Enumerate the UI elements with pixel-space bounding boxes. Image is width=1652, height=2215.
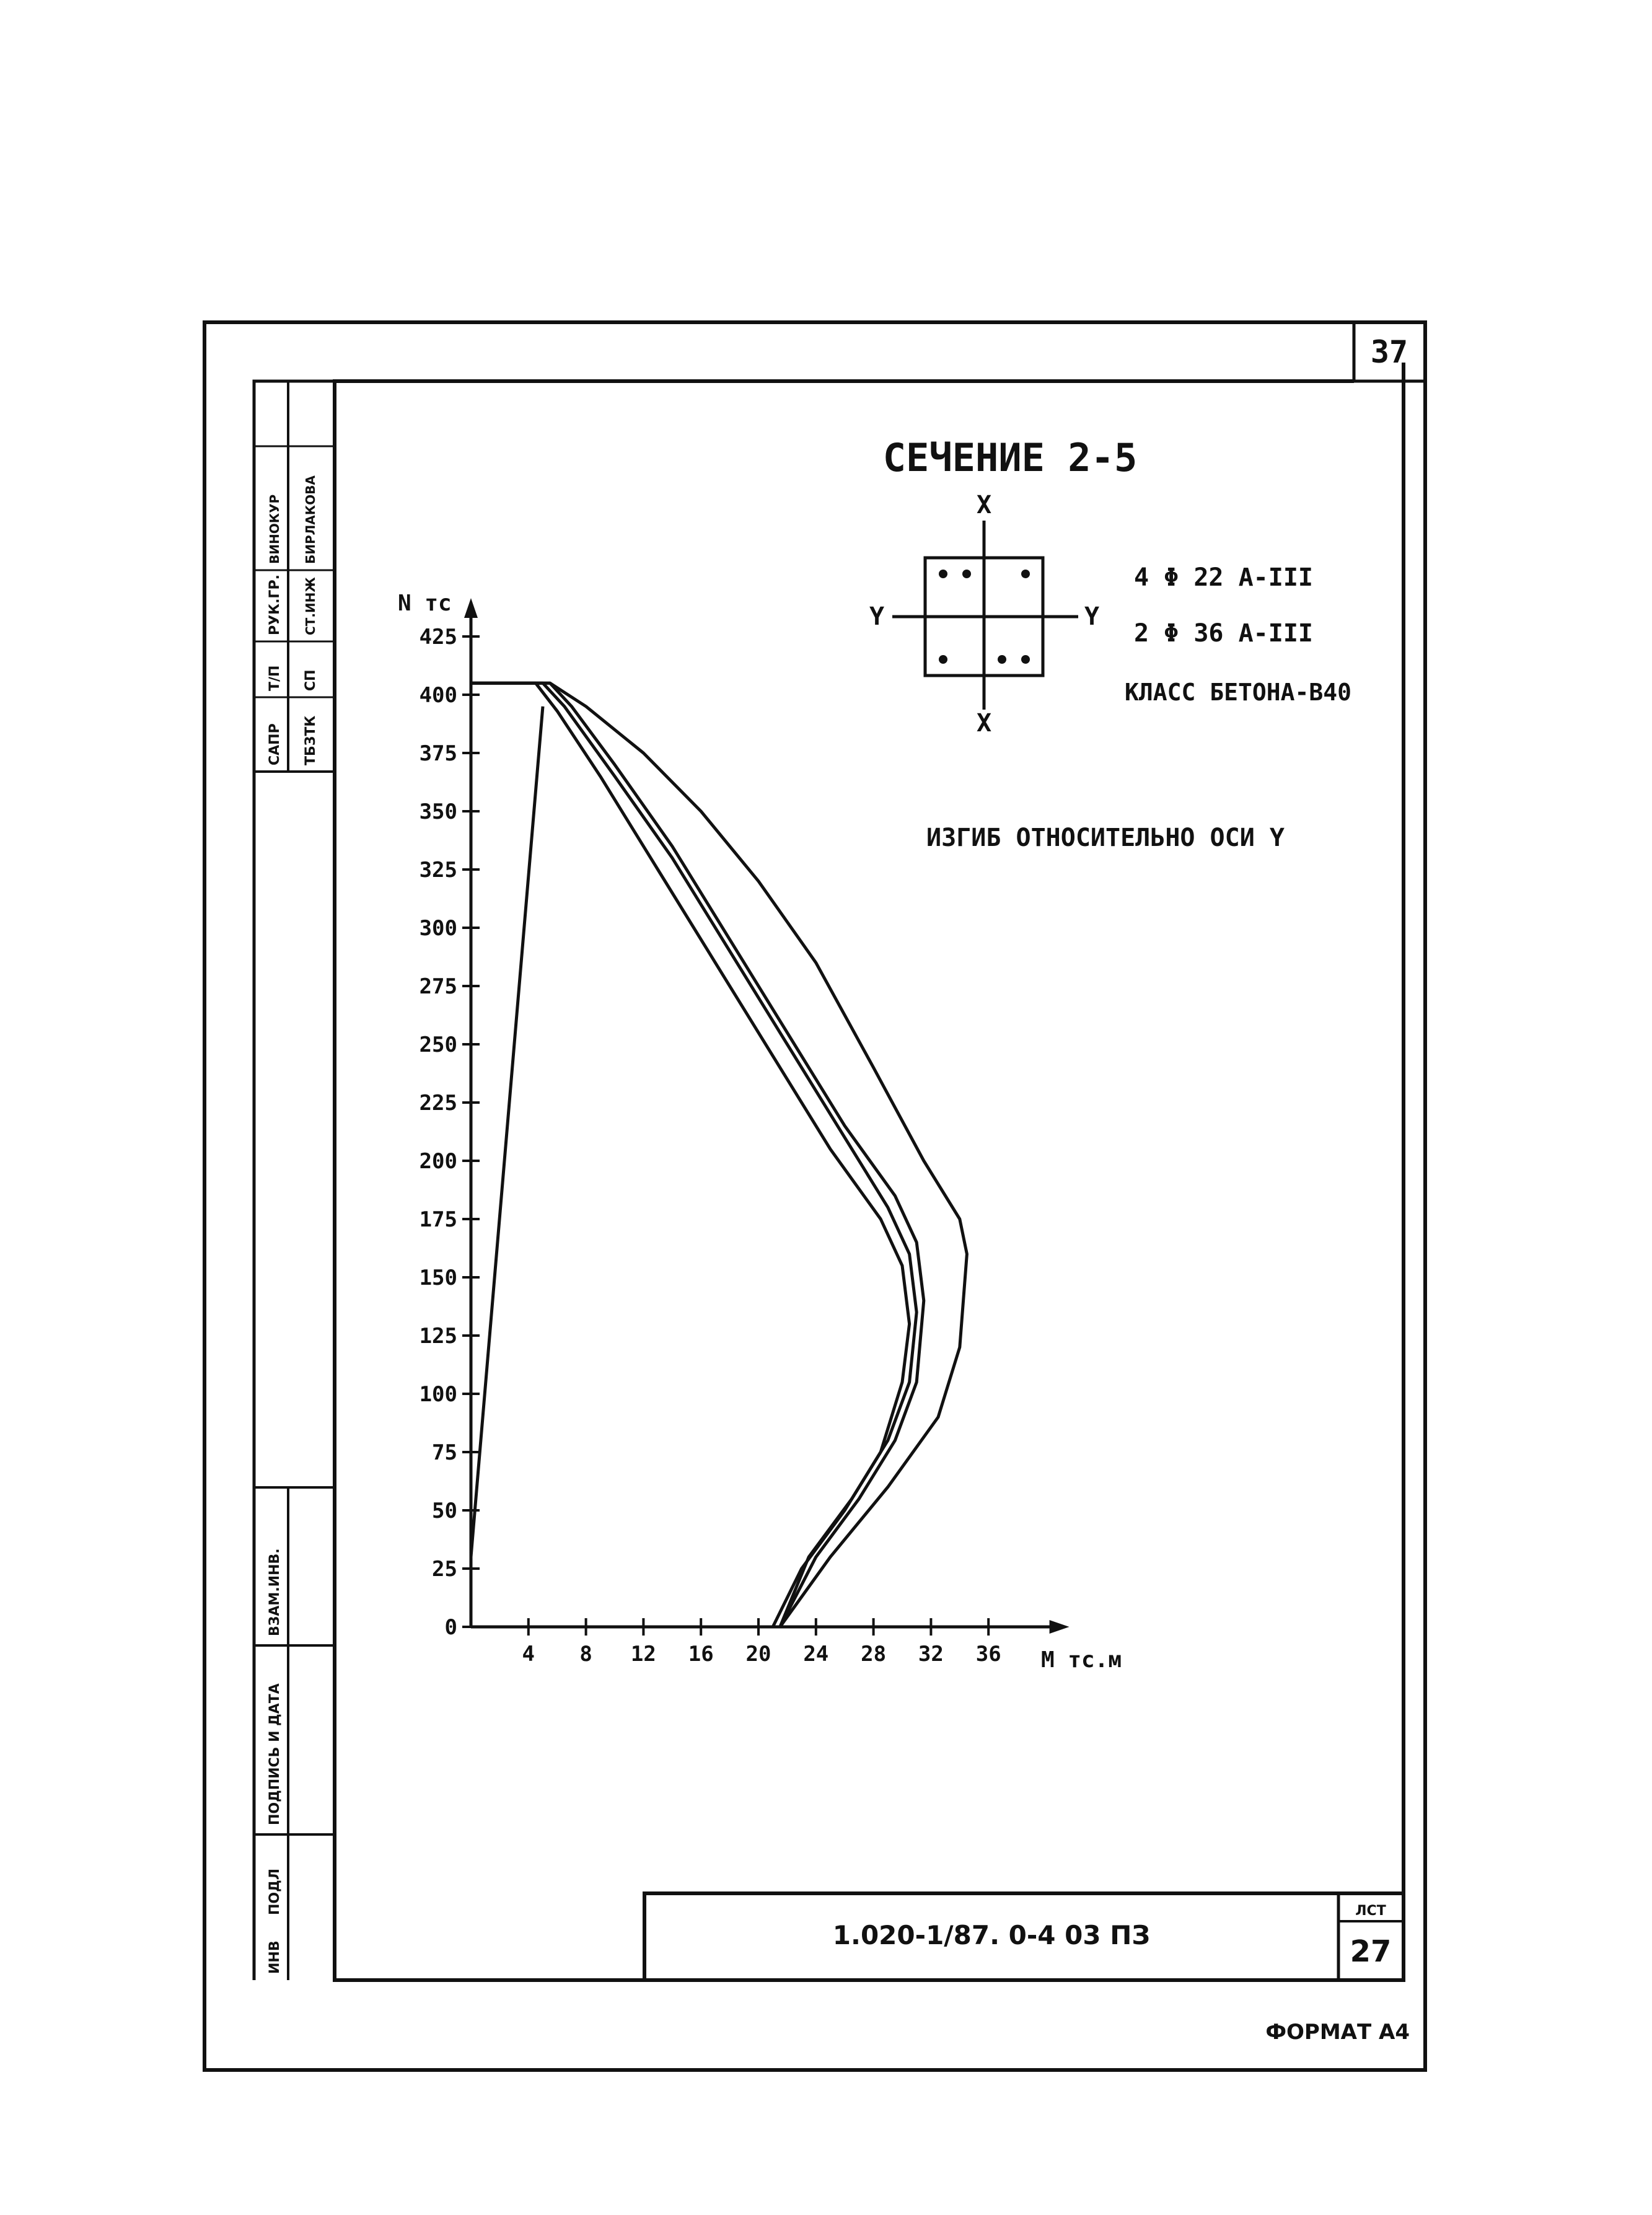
chart-series [471, 683, 967, 1627]
strip-cell: ВЗАМ.ИНВ. [267, 1548, 283, 1636]
concrete-class: КЛАСС БЕТОНА-В40 [1125, 679, 1352, 706]
y-tick-label: 25 [432, 1557, 457, 1582]
y-tick-label: 325 [419, 858, 457, 883]
strip-cell: ПОДЛ [267, 1869, 283, 1915]
y-tick-label: 75 [432, 1440, 457, 1465]
x-tick-label: 20 [745, 1642, 771, 1667]
bending-note: ИЗГИБ ОТНОСИТЕЛЬНО ОСИ Y [926, 824, 1285, 852]
chart-axes [464, 598, 1070, 1634]
strip-cell: САПР [267, 723, 283, 765]
y-tick-label: 375 [419, 741, 457, 766]
strip-cell: РУК.ГР. [267, 575, 283, 635]
y-tick-label: 425 [419, 625, 457, 650]
strip-cell: БИРЛАКОВА [303, 475, 318, 564]
rebar-dot [939, 570, 947, 578]
x-tick-label: 32 [918, 1642, 944, 1667]
y-tick-label: 150 [419, 1266, 457, 1290]
x-axis-label-bottom: X [976, 709, 992, 738]
strip-cell: СП [303, 669, 319, 691]
y-tick-label: 275 [419, 974, 457, 999]
strip-cell: Т/П [267, 665, 283, 691]
strip-cell: ТБЗТК [303, 715, 319, 765]
x-axis-label-top: X [976, 491, 992, 519]
y-axis-title: N тс [398, 591, 452, 616]
y-tick-label: 50 [432, 1499, 457, 1523]
rebar-dot [939, 655, 947, 664]
x-axis-arrow [1050, 1620, 1070, 1634]
rebar-dot [1021, 655, 1030, 664]
cross-section-diagram [869, 491, 1099, 738]
y-tick-label: 200 [419, 1149, 457, 1174]
strip-cell: ВИНОКУР [267, 494, 282, 564]
interaction-diagram-chart [398, 591, 1122, 1673]
rebar-spec-1: 4 Φ 22 A-III [1134, 563, 1313, 592]
left-margin-frame [254, 381, 335, 1980]
strip-cell: ПОДПИСЬ И ДАТА [267, 1683, 283, 1825]
section-title: СЕЧЕНИЕ 2-5 [882, 435, 1138, 480]
y-tick-label: 125 [419, 1324, 457, 1349]
left-strip-bottom [267, 1548, 283, 1974]
rebar-spec-2: 2 Φ 36 A-III [1134, 619, 1313, 648]
y-tick-label: 225 [419, 1091, 457, 1116]
y-tick-label: 250 [419, 1033, 457, 1057]
y-tick-label: 400 [419, 683, 457, 708]
strip-cell: ИНВ [267, 1940, 283, 1974]
y-tick-label: 100 [419, 1382, 457, 1407]
series-line-4 [471, 683, 910, 1627]
x-tick-label: 28 [861, 1642, 887, 1667]
series-line-3 [471, 683, 916, 1627]
x-tick-label: 16 [688, 1642, 714, 1667]
sheet-number: 27 [1350, 1934, 1392, 1969]
document-code: 1.020-1/87. 0-4 03 ПЗ [832, 1920, 1151, 1950]
x-axis-title: M тс.м [1041, 1647, 1122, 1673]
left-strip-top [267, 475, 319, 765]
x-tick-label: 24 [803, 1642, 829, 1667]
strip-cell: СТ.ИНЖ [303, 577, 318, 635]
y-tick-label: 175 [419, 1207, 457, 1232]
rebar-dot [962, 570, 971, 578]
rebar-dot [998, 655, 1006, 664]
y-axis-arrow [464, 598, 478, 618]
y-tick-label: 350 [419, 799, 457, 824]
y-tick-label: 0 [444, 1615, 457, 1640]
series-line-1 [471, 683, 967, 1627]
y-tick-label: 300 [419, 916, 457, 941]
series-line-5 [471, 707, 543, 1627]
rebar-dot [1021, 570, 1030, 578]
x-tick-label: 4 [522, 1642, 535, 1667]
x-tick-label: 8 [579, 1642, 592, 1667]
y-axis-label-left: Y [869, 602, 885, 631]
y-axis-label-right: Y [1084, 602, 1100, 631]
x-tick-label: 36 [975, 1642, 1001, 1667]
format-label: ФОРМАТ А4 [1265, 2020, 1410, 2045]
x-tick-label: 12 [630, 1642, 656, 1667]
page-number: 37 [1370, 334, 1408, 370]
sheet-label: ЛСТ [1355, 1903, 1386, 1919]
